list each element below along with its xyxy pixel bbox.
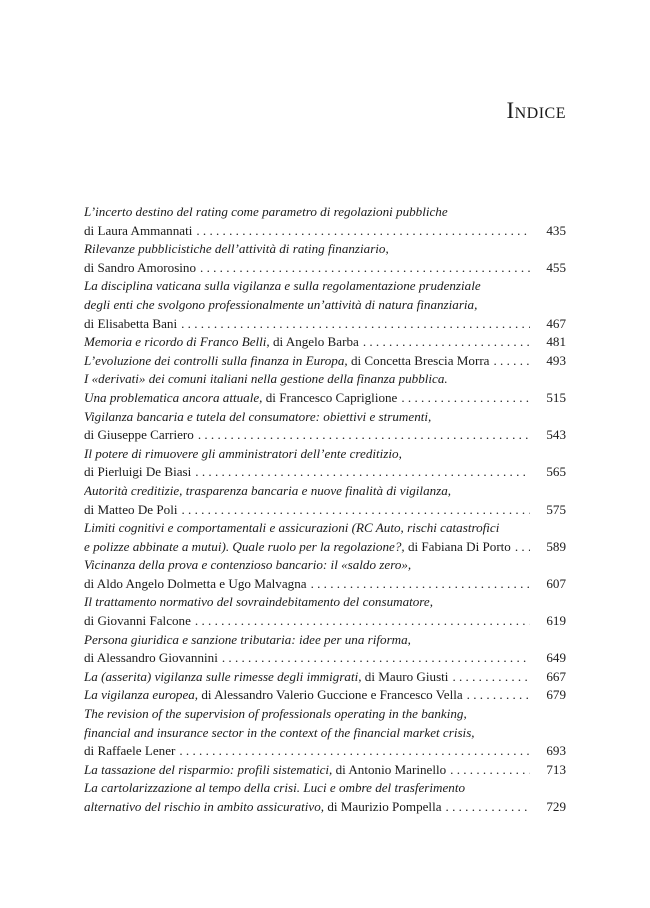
- dot-leader: [175, 742, 530, 761]
- entry-author: di Aldo Angelo Dolmetta e Ugo Malvagna: [84, 575, 307, 591]
- entry-page-number: 493: [546, 352, 566, 368]
- dot-leader: [192, 222, 530, 241]
- entry-title-line: L’incerto destino del rating come parametro di regolazioni pubbliche: [84, 204, 448, 219]
- toc-entry: [84, 668, 566, 687]
- dot-leader: [196, 259, 530, 278]
- toc-entry: [84, 352, 566, 371]
- toc-entry: [84, 631, 566, 668]
- entry-last-line: [84, 259, 566, 278]
- entry-title-end: L’evoluzione dei controlli sulla finanza in Europa,: [84, 352, 348, 368]
- entry-author: di Raffaele Lener: [84, 743, 176, 759]
- entry-page-number: 667: [546, 668, 566, 684]
- entry-title-line: Rilevanze pubblicistiche dell’attività di rating finanziario,: [84, 241, 389, 257]
- entry-author: di Angelo Barba: [273, 334, 359, 350]
- entry-title-end: alternativo del rischio in ambito assicurativo,: [84, 799, 325, 814]
- entry-title-end: La vigilanza europea,: [84, 687, 199, 703]
- entry-page-number: 467: [546, 315, 566, 331]
- table-of-contents: [84, 203, 566, 817]
- entry-page-number: 515: [546, 389, 566, 405]
- entry-page-number: 693: [546, 743, 566, 759]
- entry-last-line: [84, 798, 566, 817]
- entry-title-line: degli enti che svolgono professionalmente un’attività di natura finanziaria,: [84, 296, 478, 312]
- toc-entry: [84, 370, 566, 407]
- toc-entry: [84, 593, 566, 630]
- entry-page-number: 713: [546, 761, 566, 777]
- page-title: Indice: [506, 98, 566, 123]
- entry-last-line: [84, 333, 566, 352]
- entry-title-end: La (asserita) vigilanza sulle rimesse degli immigrati,: [84, 668, 362, 684]
- entry-last-line: [84, 668, 566, 687]
- dot-leader: [194, 426, 530, 445]
- entry-title-line: financial and insurance sector in the context of the financial market crisis,: [84, 724, 475, 740]
- entry-last-line: [84, 389, 566, 408]
- entry-last-line: [84, 315, 566, 334]
- dot-leader: [218, 649, 530, 668]
- toc-entry: [84, 445, 566, 482]
- entry-page-number: 481: [546, 334, 566, 350]
- entry-author: di Elisabetta Bani: [84, 315, 178, 331]
- toc-entry: [84, 779, 566, 816]
- dot-leader: [442, 798, 530, 817]
- entry-page-number: 455: [546, 259, 566, 275]
- entry-page-number: 575: [546, 501, 566, 517]
- entry-last-line: [84, 649, 566, 668]
- dot-leader: [490, 352, 531, 371]
- dot-leader: [177, 315, 530, 334]
- entry-author: di Maurizio Pompella: [327, 799, 442, 814]
- dot-leader: [307, 575, 530, 594]
- dot-leader: [446, 761, 530, 780]
- dot-leader: [448, 668, 530, 687]
- dot-leader: [177, 501, 530, 520]
- entry-page-number: 679: [546, 687, 566, 703]
- toc-entry: [84, 277, 566, 333]
- entry-title-line: The revision of the supervision of professionals operating in the banking,: [84, 706, 467, 722]
- entry-last-line: [84, 463, 566, 482]
- dot-leader: [511, 538, 530, 557]
- entry-author: di Matteo De Poli: [84, 501, 178, 517]
- entry-last-line: [84, 501, 566, 520]
- entry-author: di Antonio Marinello: [335, 761, 447, 777]
- entry-page-number: 435: [546, 222, 566, 238]
- entry-title-line: I «derivati» dei comuni italiani nella gestione della finanza pubblica.: [84, 371, 448, 387]
- entry-last-line: [84, 352, 566, 371]
- entry-author: di Laura Ammannati: [84, 222, 193, 238]
- toc-entry: [84, 240, 566, 277]
- toc-entry: [84, 761, 566, 780]
- entry-title-line: Il trattamento normativo del sovraindebitamento del consumatore,: [84, 594, 433, 610]
- toc-entry: [84, 705, 566, 761]
- entry-last-line: [84, 742, 566, 761]
- entry-last-line: [84, 575, 566, 594]
- entry-last-line: [84, 426, 566, 445]
- toc-entry: [84, 203, 566, 240]
- entry-last-line: [84, 222, 566, 241]
- entry-title-line: La cartolarizzazione al tempo della crisi. Luci e ombre del trasferimento: [84, 780, 466, 796]
- entry-author: di Alessandro Giovannini: [84, 650, 218, 666]
- entry-title-end: Una problematica ancora attuale,: [84, 389, 263, 405]
- entry-title-line: Vicinanza della prova e contenzioso bancario: il «saldo zero»,: [84, 557, 412, 573]
- toc-entry: [84, 408, 566, 445]
- dot-leader: [191, 463, 530, 482]
- entry-page-number: 589: [546, 538, 566, 554]
- entry-last-line: [84, 761, 566, 780]
- entry-author: di Pierluigi De Biasi: [84, 464, 192, 480]
- entry-author: di Alessandro Valerio Guccione e Francesco Vella: [201, 687, 463, 703]
- entry-title-line: La disciplina vaticana sulla vigilanza e sulla regolamentazione prudenziale: [84, 278, 481, 294]
- entry-author: di Mauro Giusti: [364, 668, 449, 684]
- entry-author: di Francesco Capriglione: [265, 389, 398, 405]
- entry-page-number: 543: [546, 427, 566, 443]
- entry-author: di Fabiana Di Porto: [407, 538, 511, 554]
- entry-page-number: 649: [546, 650, 566, 666]
- entry-title-line: Il potere di rimuovere gli amministratori dell’ente creditizio,: [84, 445, 402, 461]
- entry-author: di Concetta Brescia Morra: [350, 352, 490, 368]
- toc-entry: [84, 482, 566, 519]
- entry-title-end: Memoria e ricordo di Franco Belli,: [84, 334, 270, 350]
- entry-last-line: [84, 612, 566, 631]
- toc-entry: [84, 686, 566, 705]
- dot-leader: [397, 389, 530, 408]
- dot-leader: [463, 686, 530, 705]
- entry-title-line: Limiti cognitivi e comportamentali e assicurazioni (RC Auto, rischi catastrofici: [84, 520, 500, 536]
- entry-last-line: [84, 538, 566, 557]
- entry-author: di Giuseppe Carriero: [84, 427, 194, 443]
- entry-author: di Giovanni Falcone: [84, 613, 191, 629]
- entry-title-end: La tassazione del risparmio: profili sistematici,: [84, 761, 333, 777]
- entry-page-number: 565: [546, 464, 566, 480]
- entry-title-line: Persona giuridica e sanzione tributaria: idee per una riforma,: [84, 631, 411, 647]
- entry-title-line: Autorità creditizie, trasparenza bancaria e nuove finalità di vigilanza,: [84, 482, 452, 498]
- entry-title-end: e polizze abbinate a mutui). Quale ruolo per la regolazione?,: [84, 538, 405, 554]
- dot-leader: [359, 333, 530, 352]
- entry-page-number: 729: [546, 799, 566, 814]
- entry-title-line: Vigilanza bancaria e tutela del consumatore: obiettivi e strumenti,: [84, 408, 432, 424]
- entry-last-line: [84, 686, 566, 705]
- entry-page-number: 619: [546, 613, 566, 629]
- entry-author: di Sandro Amorosino: [84, 259, 197, 275]
- toc-entry: [84, 519, 566, 556]
- entry-page-number: 607: [546, 575, 566, 591]
- dot-leader: [191, 612, 530, 631]
- toc-entry: [84, 556, 566, 593]
- toc-entry: [84, 333, 566, 352]
